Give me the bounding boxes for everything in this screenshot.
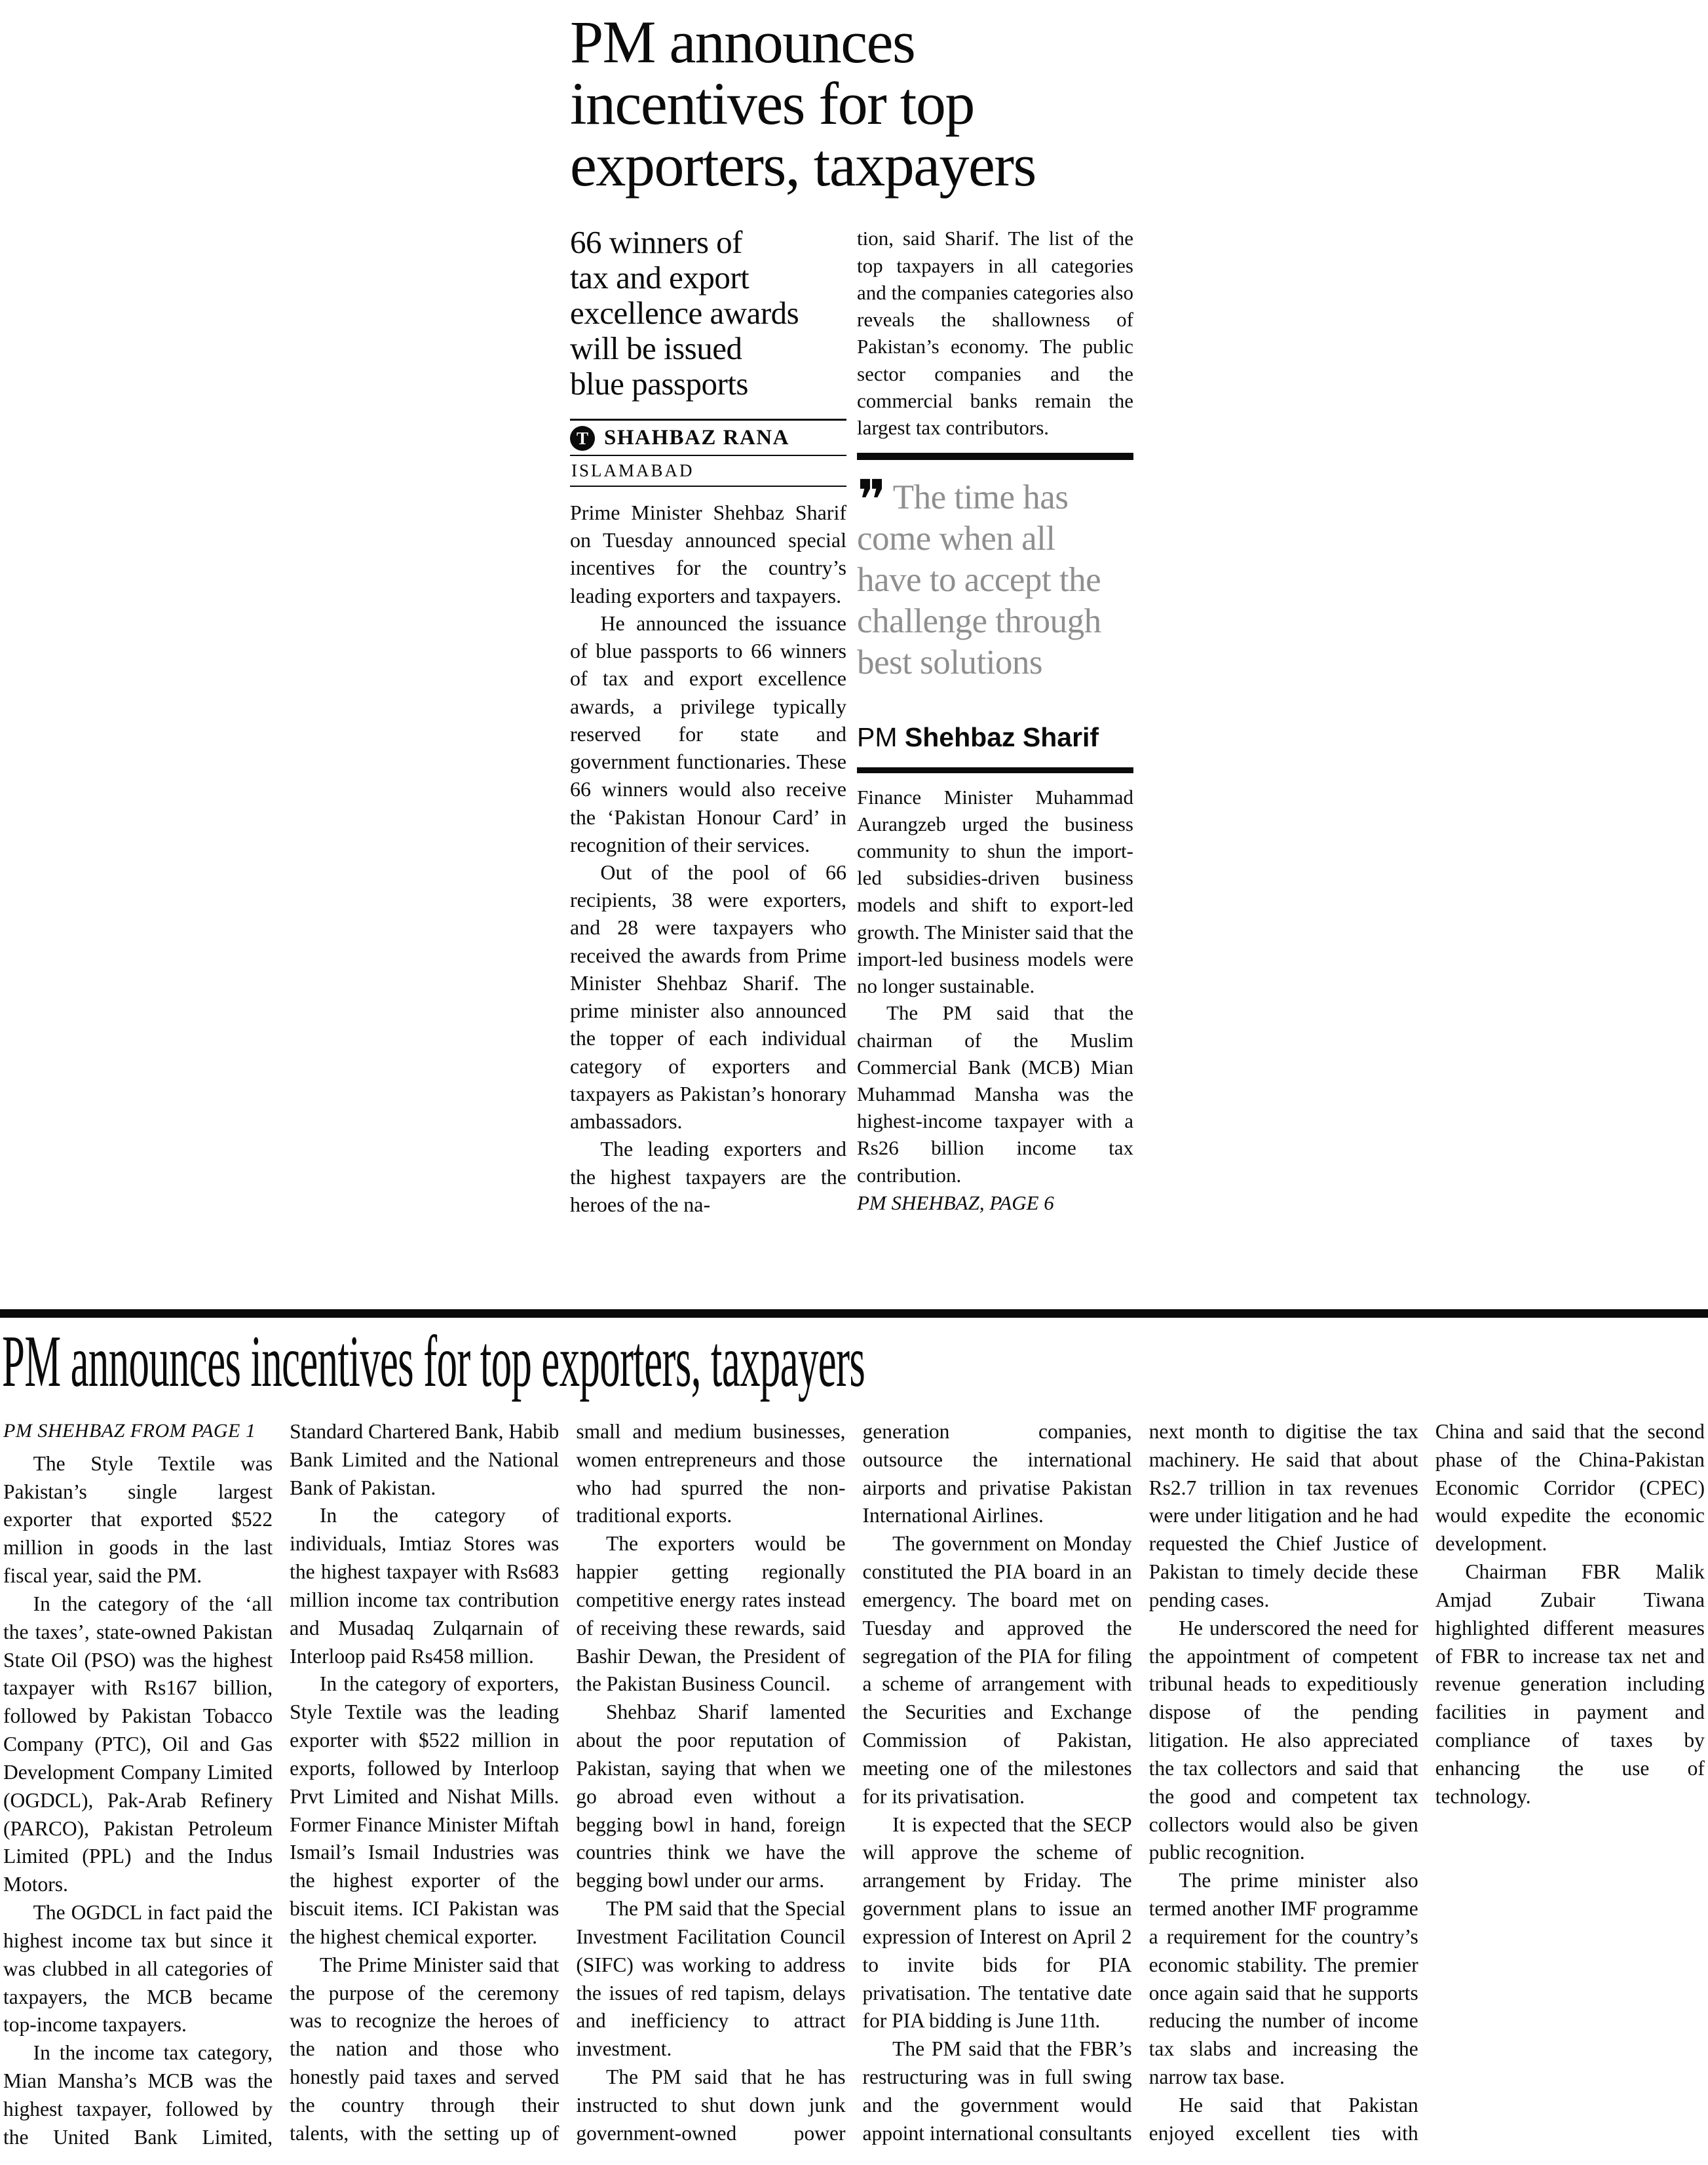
paragraph: He underscored the need for the appointment of competent tribunal heads to expeditiously dispose of the pending litigation. He also appreciated the tax collectors and said that the good and competent tax collectors would also be given public recognition. bbox=[1148, 1616, 1418, 1864]
body-column-2-intro bbox=[857, 225, 1133, 441]
paragraph: Shehbaz Sharif lamented about the poor reputation of Pakistan, saying that when we go abroad even without a begging bowl in hand, foreign countries think we have the begging bowl under our arms. bbox=[576, 1700, 846, 1892]
paragraph: In the category of exporters, Style Textile was the leading exporter with $522 million in exports, followed by Interloop Prvt Limited and Nishat Mills. Former Finance Minister Miftah Ismail’s Ismail Industries was the highest exporter of the biscuit items. ICI Pakistan was the highest chemical exporter. bbox=[290, 1672, 560, 1948]
attribution-prefix: PM bbox=[857, 721, 898, 752]
paragraph: The prime minister also termed another IMF programme a requirement for the country’s economic stability. The premier once again said that he supports reducing the number of income tax slabs and increasing the narrow tax base. bbox=[1148, 1869, 1418, 2089]
paragraph: tion, said Sharif. The list of the top taxpayers in all categories and the companies categories also reveals the shallowness of Pakistan’s economy. The public sector companies and the commercial banks remain the largest tax contributors. bbox=[857, 227, 1133, 440]
byline bbox=[570, 419, 846, 487]
body-column-1 bbox=[570, 499, 846, 1218]
quote-lines: The time has come when all have to accept the challenge through best solutions bbox=[857, 478, 1101, 682]
article-deck bbox=[570, 225, 846, 401]
article-column-right bbox=[857, 225, 1133, 1218]
paragraph: In the category of individuals, Imtiaz Stores was the highest taxpayer with Rs683 million income tax contribution and Musadaq Zulqarnain of Interloop paid Rs458 million. bbox=[290, 1504, 560, 1668]
paragraph: The Style Textile was Pakistan’s single largest exporter that exported $522 million in goods in the last fiscal year, said the PM. bbox=[3, 1451, 273, 1588]
paragraph: The exporters would be happier getting regionally competitive energy rates instead of receiving these rewards, said Bashir Dewan, the President of the Pakistan Business Council. bbox=[576, 1532, 846, 1696]
continuation-headline: PM announces incentives for top exporters, taxpayers bbox=[2, 1321, 865, 1402]
article-columns bbox=[570, 225, 1133, 1218]
quote-marks-icon: ❞ bbox=[857, 468, 886, 533]
paragraph: Prime Minister Shehbaz Sharif on Tuesday announced special incentives for the country’s leading exporters and taxpayers. bbox=[570, 500, 846, 607]
attribution-name: Shehbaz Sharif bbox=[904, 721, 1099, 752]
headline-line: PM announces bbox=[570, 9, 915, 75]
continuation-columns bbox=[3, 1418, 1705, 2165]
pull-quote-text bbox=[857, 468, 1133, 683]
paragraph: The OGDCL in fact paid the highest income tax but since it was clubbed in all categories of taxpayers, the MCB became top-income taxpayers. bbox=[3, 1901, 273, 2037]
paragraph: Finance Minister Muhammad Aurangzeb urged the business community to shun the import-led subsidies-driven business models and shift to export-led growth. The Minister said that the import-led business models were no longer sustainable. bbox=[857, 785, 1133, 998]
headline-line: incentives for top bbox=[570, 69, 974, 137]
headline-line: exporters, taxpayers bbox=[570, 131, 1036, 199]
deck-line: excellence awards bbox=[570, 295, 799, 332]
tribune-logo-icon: T bbox=[570, 426, 595, 451]
article-headline bbox=[570, 9, 1133, 199]
article-column-left bbox=[570, 225, 846, 1218]
body-column-2 bbox=[857, 784, 1133, 1189]
deck-line: blue passports bbox=[570, 366, 748, 402]
paragraph: The PM said that the chairman of the Muslim Commercial Bank (MCB) Mian Muhammad Mansha was the highest-income taxpayer with a Rs26 billion income tax contribution. bbox=[857, 1001, 1133, 1187]
paragraph: He announced the issuance of blue passports to 66 winners of tax and export excellence awards, a privilege typically reserved for state and government functionaries. These 66 winners would also receive the ‘Pakistan Honour Card’ in recognition of their services. bbox=[570, 611, 846, 856]
dateline: ISLAMABAD bbox=[570, 456, 846, 487]
byline-row bbox=[570, 421, 846, 456]
section-divider-rule bbox=[0, 1309, 1708, 1318]
author-name: SHAHBAZ RANA bbox=[604, 426, 789, 450]
paragraph: The leading exporters and the highest taxpayers are the heroes of the na- bbox=[570, 1137, 846, 1216]
paragraph: The Prime Minister said that the purpose of the ceremony was to recognize the heroes of the nation and those who honestly paid taxes and served the country through their talents, with the setting up of small and medium businesses, women entrepreneurs and those who had spurred the non-traditional exports. bbox=[290, 1420, 846, 2145]
deck-line: 66 winners of bbox=[570, 224, 742, 261]
paragraph: Chairman FBR Malik Amjad Zubair Tiwana highlighted different measures of FBR to increase tax net and revenue generation including facilities in payment and compliance of taxes by enhancing the use of technology. bbox=[1435, 1560, 1705, 1808]
pull-quote bbox=[857, 453, 1133, 773]
paragraph: He said that Pakistan enjoyed excellent ties with China and said that the second phase of the China-Pakistan Economic Corridor (CPEC) would expedite the economic development. bbox=[1148, 1420, 1705, 2145]
top-article bbox=[570, 9, 1133, 1218]
paragraph: In the category of the ‘all the taxes’, state-owned Pakistan State Oil (PSO) was the highest taxpayer with Rs167 billion, followed by Pakistan Tobacco Company (PTC), Oil and Gas Development Company Limited (OGDCL), Pak-Arab Refinery (PARCO), Pakistan Petroleum Limited (PPL) and the Indus Motors. bbox=[3, 1592, 273, 1896]
paragraph: In the income tax category, Mian Mansha’s MCB was the highest taxpayer, followed by the United Bank Limited, Standard Chartered Bank, Habib Bank Limited and the National Bank of Pakistan. bbox=[3, 1420, 560, 2149]
continuation-kicker: PM SHEHBAZ FROM PAGE 1 bbox=[3, 1420, 256, 1442]
paragraph: It is expected that the SECP will approve the scheme of arrangement by Friday. The government plans to issue an expression of Interest on April 2 to invite bids for PIA privatisation. The tentative date for PIA bidding is June 11th. bbox=[862, 1812, 1132, 2033]
paragraph: The PM said that the FBR’s restructuring was in full swing and the government would appoint international consultants next month to digitise the tax machinery. He said that about Rs2.7 trillion in tax revenues were under litigation and he had requested the Chief Justice of Pakistan to timely decide these pending cases. bbox=[862, 1420, 1418, 2145]
continuation-note: PM SHEHBAZ, PAGE 6 bbox=[857, 1191, 1054, 1214]
paragraph: The government on Monday constituted the PIA board in an emergency. The board met on Tuesday and approved the segregation of the PIA for filing a scheme of arrangement with the Securities and Exchange Commission of Pakistan, meeting one of the milestones for its privatisation. bbox=[862, 1532, 1132, 1808]
paragraph: Out of the pool of 66 recipients, 38 were exporters, and 28 were taxpayers who received the awards from Prime Minister Shehbaz Sharif. The prime minister also announced the topper of each individual category of exporters and taxpayers as Pakistan’s honorary ambassadors. bbox=[570, 860, 846, 1134]
paragraph: The PM said that he has instructed to shut down junk government-owned power generation companies, outsource the international airports and privatise Pakistan International Airlines. bbox=[576, 1420, 1132, 2145]
quote-attribution bbox=[857, 722, 1133, 753]
paragraph: The PM said that the Special Investment Facilitation Council (SIFC) was working to address the issues of red tapism, delays and inefficiency to attract investment. bbox=[576, 1897, 846, 2061]
deck-line: tax and export bbox=[570, 259, 750, 296]
deck-line: will be issued bbox=[570, 330, 742, 367]
